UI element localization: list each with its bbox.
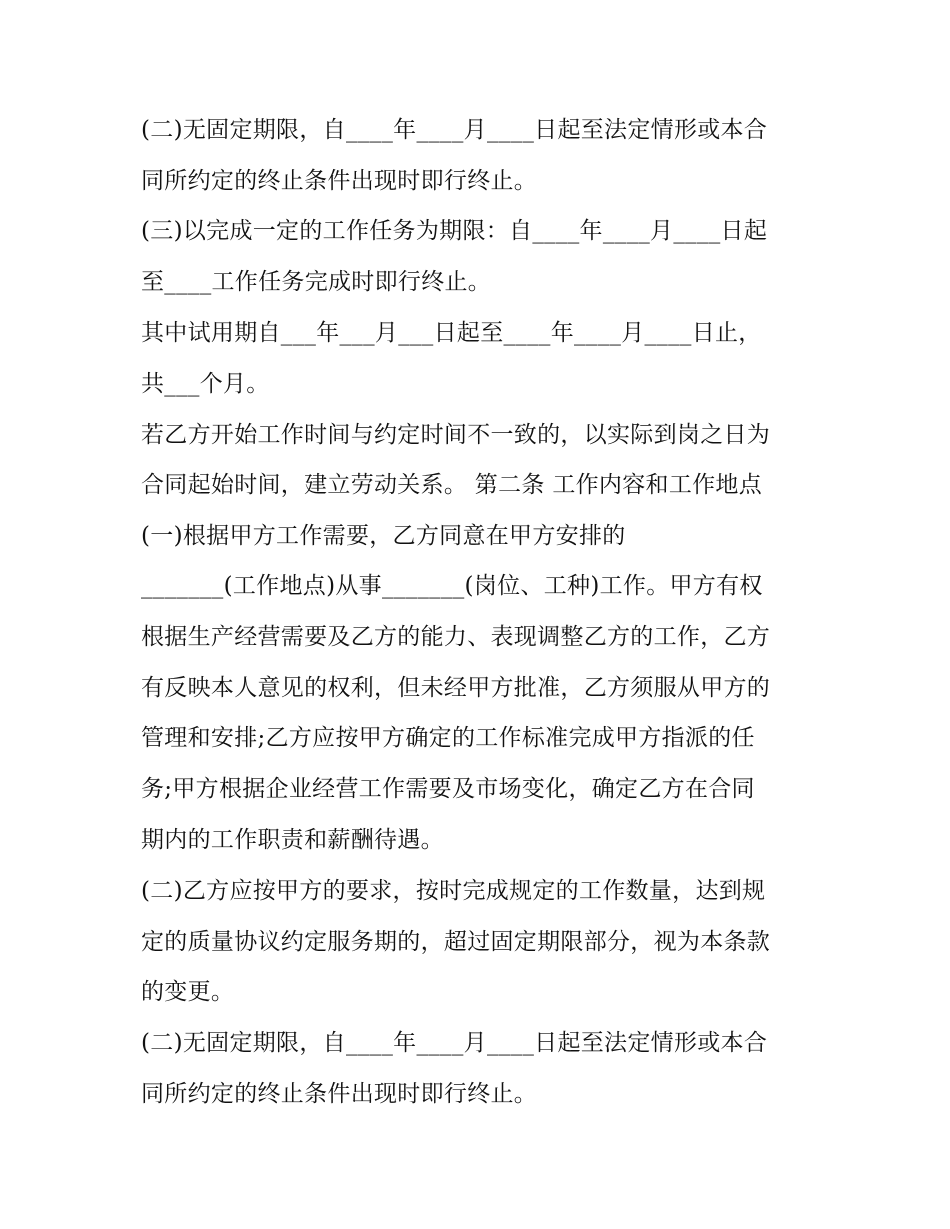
- text-line: 其中试用期自___年___月___日起至____年____月____日止，: [141, 320, 762, 346]
- text-line: 的变更。: [141, 979, 235, 1005]
- text-line: (一)根据甲方工作需要，乙方同意在甲方安排的: [141, 523, 626, 549]
- text-line: 至____工作任务完成时即行终止。: [141, 269, 492, 295]
- text-line: 定的质量协议约定服务期的，超过固定期限部分，视为本条款: [141, 929, 771, 955]
- text-line: 根据生产经营需要及乙方的能力、表现调整乙方的工作，乙方: [141, 624, 771, 650]
- text-line: (二)乙方应按甲方的要求，按时完成规定的工作数量，达到规: [141, 878, 766, 904]
- text-line: 务;甲方根据企业经营工作需要及市场变化，确定乙方在合同: [141, 776, 755, 802]
- text-line: (三)以完成一定的工作任务为期限：自____年____月____日起: [141, 218, 768, 244]
- text-line: 合同起始时间，建立劳动关系。 第二条 工作内容和工作地点: [141, 472, 763, 498]
- text-line: 若乙方开始工作时间与约定时间不一致的，以实际到岗之日为: [141, 422, 771, 448]
- text-line: 同所约定的终止条件出现时即行终止。: [141, 1081, 538, 1107]
- text-line: (二)无固定期限，自____年____月____日起至法定情形或本合: [141, 117, 768, 143]
- text-line: 有反映本人意见的权利，但未经甲方批准，乙方须服从甲方的: [141, 675, 771, 701]
- text-line: 管理和安排;乙方应按甲方确定的工作标准完成甲方指派的任: [141, 725, 755, 751]
- text-line: 同所约定的终止条件出现时即行终止。: [141, 168, 538, 194]
- text-line: 期内的工作职责和薪酬待遇。: [141, 827, 444, 853]
- text-line: _______(工作地点)从事_______(岗位、工种)工作。甲方有权: [141, 573, 763, 599]
- text-line: (二)无固定期限，自____年____月____日起至法定情形或本合: [141, 1030, 768, 1056]
- text-line: 共___个月。: [141, 371, 270, 397]
